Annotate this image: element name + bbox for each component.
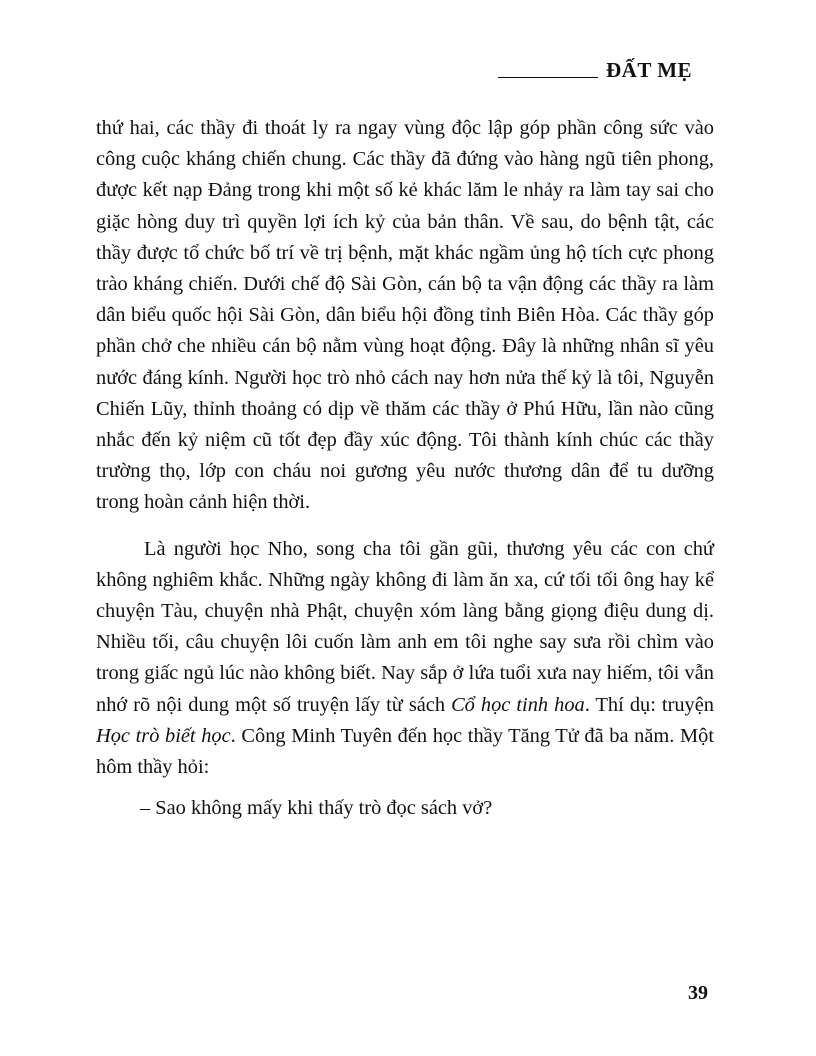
body-text: [96, 113, 714, 824]
book-title-co-hoc-tinh-hoa: Cổ học tinh hoa: [451, 693, 585, 716]
header-rule: [498, 77, 598, 78]
header-title: ĐẤT MẸ: [606, 58, 693, 82]
paragraph-2: [96, 534, 714, 784]
story-title-hoc-tro-biet-hoc: Học trò biết học: [96, 724, 231, 747]
paragraph-1: thứ hai, các thầy đi thoát ly ra ngay vùng độc lập góp phần công sức vào công cuộc kháng chiến chung. Các thầy đã đứng vào hàng ngũ tiên phong, được kết nạp Đảng trong khi một số kẻ khác lăm le nhảy ra làm tay sai cho giặc hòng duy trì quyền lợi ích kỷ của bản thân. Về sau, do bệnh tật, các thầy được tổ chức bố trí về trị bệnh, mặt khác ngầm ủng hộ tích cực phong trào kháng chiến. Dưới chế độ Sài Gòn, cán bộ ta vận động các thầy ra làm dân biểu quốc hội Sài Gòn, dân biểu hội đồng tỉnh Biên Hòa. Các thầy góp phần chở che nhiều cán bộ nằm vùng hoạt động. Đây là những nhân sĩ yêu nước đáng kính. Người học trò nhỏ cách nay hơn nửa thế kỷ là tôi, Nguyễn Chiến Lũy, thỉnh thoảng có dịp về thăm các thầy ở Phú Hữu, lần nào cũng nhắc đến kỷ niệm cũ tốt đẹp đầy xúc động. Tôi thành kính chúc các thầy trường thọ, lớp con cháu noi gương yêu nước thương dân để tu dưỡng trong hoàn cảnh hiện thời.: [96, 117, 714, 514]
paragraph-3-dialogue: – Sao không mấy khi thấy trò đọc sách vở?: [140, 797, 493, 820]
paragraph-2-text-b: . Thí dụ: truyện: [584, 693, 714, 716]
page-number: 39: [688, 982, 708, 1004]
paragraph-2-text-a: Là người học Nho, song cha tôi gần gũi, thương yêu các con chứ không nghiêm khắc. Những ngày không đi làm ăn xa, cứ tối tối ông hay kể chuyện Tàu, chuyện nhà Phật, chuyện xóm làng bằng giọng điệu dung dị. Nhiều tối, câu chuyện lôi cuốn làm anh em tôi nghe say sưa rồi chìm vào trong giấc ngủ lúc nào không biết. Nay sắp ở lứa tuổi xưa nay hiếm, tôi vẫn nhớ rõ nội dung một số truyện lấy từ sách: [96, 537, 714, 716]
running-header: [498, 58, 718, 88]
paragraph-2-text-c: . Công Minh Tuyên đến học thầy Tăng Tử đã ba năm. Một hôm thầy hỏi:: [96, 724, 714, 779]
